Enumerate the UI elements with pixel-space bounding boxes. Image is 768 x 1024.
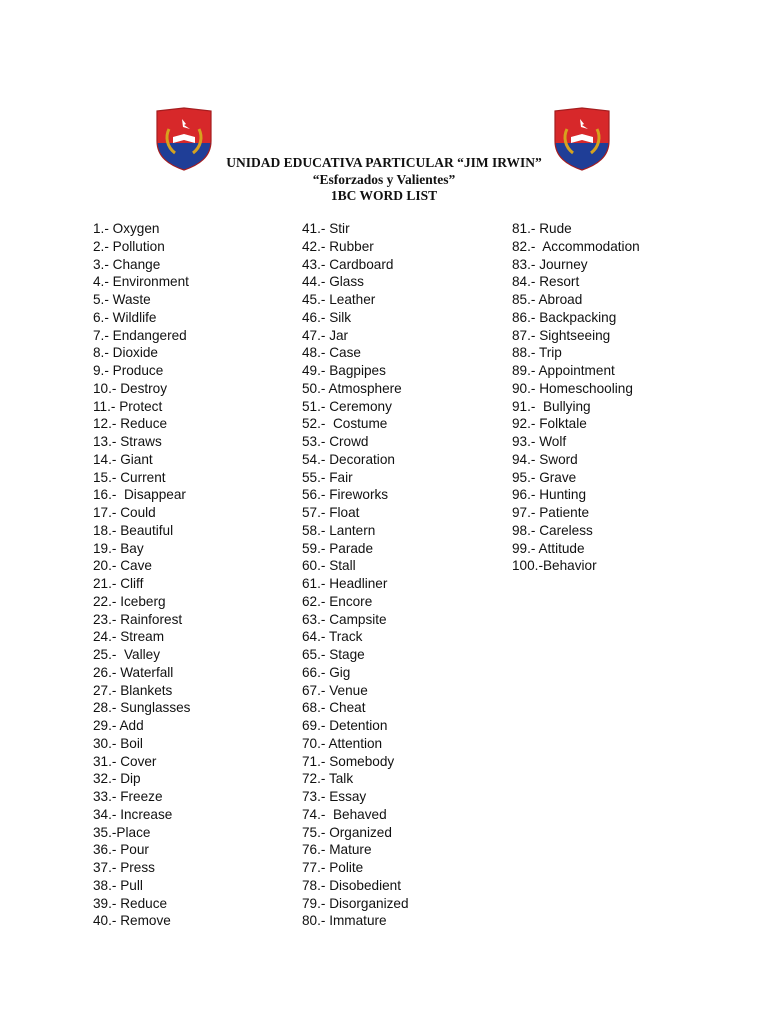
word-list-item: 8.- Dioxide <box>93 345 158 361</box>
school-motto: “Esforzados y Valientes” <box>312 171 456 187</box>
word-list-item: 98.- Careless <box>512 522 593 538</box>
word-list-item: 43.- Cardboard <box>302 256 394 272</box>
word-list-item: 96.- Hunting <box>512 487 587 503</box>
word-list-item: 100.-Behavior <box>512 558 597 574</box>
word-list-item: 51.- Ceremony <box>302 398 392 414</box>
word-list-item: 49.- Bagpipes <box>302 363 386 378</box>
word-list-item: 35.-Place <box>93 824 151 840</box>
word-list-item: 2.- Pollution <box>93 238 165 254</box>
word-list-item: 69.- Detention <box>302 718 388 733</box>
word-list-item: 52.- Costume <box>302 416 388 432</box>
word-list-item: 65.- Stage <box>302 647 365 662</box>
word-list-item: 97.- Patiente <box>512 505 590 520</box>
word-list-item: 10.- Destroy <box>93 380 168 396</box>
word-list-item: 76.- Mature <box>302 842 372 858</box>
word-list-item: 64.- Track <box>302 629 363 645</box>
word-list-item: 63.- Campsite <box>302 611 387 627</box>
word-column-2 <box>302 220 409 930</box>
word-list-item: 71.- Somebody <box>302 753 395 769</box>
word-list-item: 57.- Float <box>302 505 360 520</box>
word-list-item: 73.- Essay <box>302 789 367 804</box>
word-list-item: 94.- Sword <box>512 451 578 467</box>
word-list-item: 19.- Bay <box>93 540 144 556</box>
word-list-item: 72.- Talk <box>302 771 354 787</box>
word-list-item: 59.- Parade <box>302 540 374 556</box>
word-list-item: 3.- Change <box>93 256 161 272</box>
word-list-item: 87.- Sightseeing <box>512 327 611 343</box>
word-list-item: 26.- Waterfall <box>93 664 174 680</box>
word-list-item: 91.- Bullying <box>512 398 591 414</box>
word-list-item: 32.- Dip <box>93 771 141 787</box>
word-list-item: 92.- Folktale <box>512 416 587 432</box>
word-list-item: 5.- Waste <box>93 292 151 307</box>
word-list-item: 46.- Silk <box>302 309 352 325</box>
word-list-item: 60.- Stall <box>302 558 356 574</box>
word-list-item: 37.- Press <box>93 860 155 875</box>
word-list-item: 99.- Attitude <box>512 540 585 556</box>
word-list-item: 12.- Reduce <box>93 416 168 432</box>
word-list-item: 50.- Atmosphere <box>302 380 402 396</box>
word-list-item: 81.- Rude <box>512 221 572 236</box>
word-list-item: 83.- Journey <box>512 256 588 272</box>
word-list-item: 30.- Boil <box>93 735 143 751</box>
word-list-item: 66.- Gig <box>302 664 351 680</box>
word-list-item: 45.- Leather <box>302 292 376 307</box>
word-list-item: 6.- Wildlife <box>93 309 157 325</box>
word-list-item: 27.- Blankets <box>93 682 173 698</box>
word-list-item: 16.- Disappear <box>93 487 186 503</box>
word-list-item: 36.- Pour <box>93 842 149 858</box>
word-list-item: 20.- Cave <box>93 558 152 574</box>
word-list-item: 47.- Jar <box>302 327 349 343</box>
word-list-item: 33.- Freeze <box>93 789 163 804</box>
word-list-item: 67.- Venue <box>302 682 368 698</box>
word-list-item: 4.- Environment <box>93 274 189 290</box>
word-list-item: 34.- Increase <box>93 806 173 822</box>
word-list-item: 58.- Lantern <box>302 522 376 538</box>
word-list-item: 61.- Headliner <box>302 576 388 591</box>
word-list-item: 40.- Remove <box>93 913 171 929</box>
word-list-item: 48.- Case <box>302 345 361 361</box>
word-list-item: 29.- Add <box>93 718 144 733</box>
word-list-item: 13.- Straws <box>93 434 162 449</box>
word-list-item: 18.- Beautiful <box>93 522 174 538</box>
word-list-item: 70.- Attention <box>302 735 383 751</box>
word-list-item: 74.- Behaved <box>302 806 387 822</box>
word-list-item: 25.- Valley <box>93 647 160 662</box>
word-list-item: 79.- Disorganized <box>302 895 409 911</box>
word-column-3 <box>512 220 640 575</box>
word-list-item: 1.- Oxygen <box>93 221 160 236</box>
word-list-item: 42.- Rubber <box>302 238 374 254</box>
word-list-item: 54.- Decoration <box>302 451 395 467</box>
word-list-item: 85.- Abroad <box>512 292 583 307</box>
word-list-item: 21.- Cliff <box>93 576 144 591</box>
word-list-item: 75.- Organized <box>302 824 392 840</box>
word-column-1 <box>93 220 190 930</box>
word-list-item: 68.- Cheat <box>302 700 366 716</box>
word-list-item: 22.- Iceberg <box>93 593 166 609</box>
word-list-item: 84.- Resort <box>512 274 580 290</box>
word-list-title: 1BC WORD LIST <box>330 188 438 203</box>
word-list-item: 88.- Trip <box>512 345 562 361</box>
word-list-item: 82.- Accommodation <box>512 238 640 254</box>
word-list-item: 80.- Immature <box>302 913 387 929</box>
word-list-item: 86.- Backpacking <box>512 309 617 325</box>
word-list-item: 77.- Polite <box>302 860 364 875</box>
word-list-item: 55.- Fair <box>302 469 353 485</box>
word-list-item: 53.- Crowd <box>302 434 369 449</box>
word-list-item: 90.- Homeschooling <box>512 380 633 396</box>
word-list-item: 62.- Encore <box>302 593 373 609</box>
word-list-item: 15.- Current <box>93 469 166 485</box>
word-list-item: 93.- Wolf <box>512 434 567 449</box>
word-list-item: 56.- Fireworks <box>302 487 389 503</box>
school-name: UNIDAD EDUCATIVA PARTICULAR “JIM IRWIN” <box>226 155 542 170</box>
word-list-item: 23.- Rainforest <box>93 611 183 627</box>
word-list-item: 38.- Pull <box>93 877 143 893</box>
word-list-item: 9.- Produce <box>93 363 164 378</box>
word-list-item: 78.- Disobedient <box>302 877 401 893</box>
word-list-item: 39.- Reduce <box>93 895 168 911</box>
word-list-item: 17.- Could <box>93 505 156 520</box>
word-list-item: 11.- Protect <box>93 398 163 414</box>
word-list-item: 7.- Endangered <box>93 327 187 343</box>
word-list-item: 31.- Cover <box>93 753 157 769</box>
word-list-item: 28.- Sunglasses <box>93 700 191 716</box>
word-list-item: 44.- Glass <box>302 274 364 290</box>
word-list-item: 24.- Stream <box>93 629 165 645</box>
word-list-item: 41.- Stir <box>302 221 350 236</box>
document-header <box>0 155 768 205</box>
word-list-item: 89.- Appointment <box>512 363 615 378</box>
word-list-item: 14.- Giant <box>93 451 153 467</box>
word-list-item: 95.- Grave <box>512 469 577 485</box>
